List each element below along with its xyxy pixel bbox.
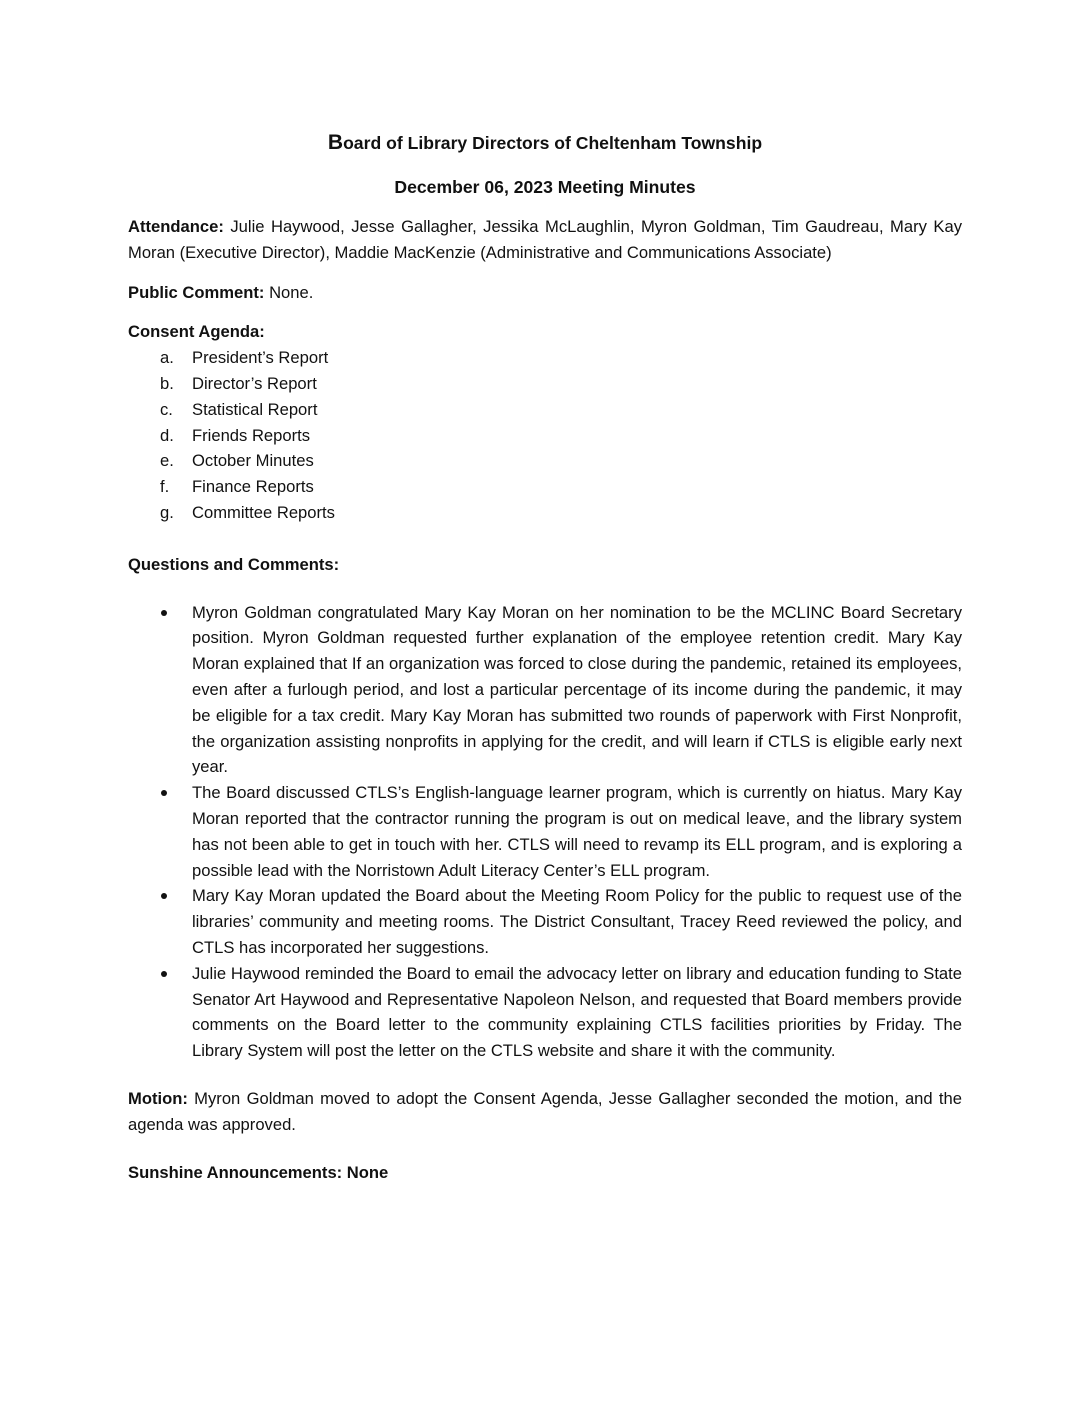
list-item: [128, 600, 962, 781]
title-rest: oard of Library Directors of Cheltenham Township: [343, 133, 763, 153]
list-item-letter: c.: [160, 399, 173, 419]
minutes-page: [128, 128, 962, 1185]
list-item-label: Friends Reports: [192, 425, 311, 445]
list-item-letter: f.: [160, 477, 170, 497]
list-item-label: Committee Reports: [192, 502, 335, 522]
list-item-letter: b.: [160, 373, 174, 393]
bullet-text: Julie Haywood reminded the Board to email the advocacy letter on library and education funding to State Senator Art Haywood and Representative Napoleon Nelson, and requested that Board members provide comments on the Board letter to the community explaining CTLS facilities priorities by Friday. The Library System will post the letter on the CTLS website and share it with the community.: [192, 963, 962, 1061]
attendance-text: Julie Haywood, Jesse Gallagher, Jessika McLaughlin, Myron Goldman, Tim Gaudreau, Mary Kay Moran (Executive Director), Maddie MacKenzie (Administrative and Communications Associate): [128, 217, 962, 262]
list-item-label: Finance Reports: [192, 477, 314, 497]
list-item: [160, 474, 962, 500]
attendance-label: Attendance:: [128, 217, 224, 236]
list-item: [160, 448, 962, 474]
bullet-icon: [161, 893, 167, 899]
consent-agenda-list: [128, 345, 962, 526]
bullet-icon: [161, 971, 167, 977]
motion-text: Myron Goldman moved to adopt the Consent Agenda, Jesse Gallagher seconded the motion, and the agenda was approved.: [128, 1088, 962, 1134]
list-item-letter: e.: [160, 451, 174, 471]
questions-comments-heading: Questions and Comments:: [128, 554, 340, 574]
bullet-icon: [161, 790, 167, 796]
list-item: [160, 423, 962, 449]
title-first-letter: B: [327, 131, 344, 154]
list-item: [160, 371, 962, 397]
list-item: [160, 397, 962, 423]
list-item-label: Statistical Report: [192, 399, 318, 419]
consent-agenda-heading: Consent Agenda:: [128, 322, 265, 342]
bullet-text: The Board discussed CTLS’s English-language learner program, which is currently on hiatus. Mary Kay Moran reported that the contractor running the program is out on medical leave, and the library system has not been able to get in touch with her. CTLS will need to revamp its ELL program, and is exploring a possible lead with the Norristown Adult Literacy Center’s ELL program.: [192, 783, 962, 880]
public-comment-label: Public Comment:: [128, 282, 265, 302]
list-item: [128, 780, 962, 883]
list-item-letter: a.: [160, 348, 174, 368]
questions-comments-list: [128, 600, 962, 1064]
list-item: [160, 500, 962, 526]
bullet-icon: [161, 610, 167, 616]
list-item-label: October Minutes: [192, 451, 314, 471]
public-comment-text: None.: [264, 282, 314, 302]
list-item-letter: g.: [160, 502, 174, 522]
attendance-paragraph: [128, 214, 962, 266]
motion-label: Motion:: [128, 1088, 188, 1108]
sunshine-announcements: Sunshine Announcements: None: [128, 1162, 389, 1182]
list-item: [128, 883, 962, 960]
list-item-letter: d.: [160, 425, 174, 445]
meeting-date-title: December 06, 2023 Meeting Minutes: [394, 177, 696, 197]
bullet-text: Myron Goldman congratulated Mary Kay Moran on her nomination to be the MCLINC Board Secretary position. Myron Goldman requested further explanation of the employee retention credit. Mary Kay Moran explained that If an organization was forced to close during the pandemic, retained its employees, even after a furlough period, and lost a particular percentage of its income during the pandemic, it may be eligible for a tax credit. Mary Kay Moran has submitted two rounds of paperwork with First Nonprofit, the organization assisting nonprofits in applying for the credit, and will learn if CTLS is eligible early next year.: [192, 602, 962, 777]
public-comment-paragraph: [128, 280, 962, 306]
bullet-text: Mary Kay Moran updated the Board about the Meeting Room Policy for the public to request use of the libraries’ community and meeting rooms. The District Consultant, Tracey Reed reviewed the policy, and CTLS has incorporated her suggestions.: [192, 886, 962, 957]
list-item: [160, 345, 962, 371]
motion-paragraph: [128, 1086, 962, 1138]
list-item-label: Director’s Report: [192, 373, 317, 393]
list-item: [128, 961, 962, 1064]
list-item-label: President’s Report: [192, 348, 329, 368]
document-title: [128, 128, 962, 158]
